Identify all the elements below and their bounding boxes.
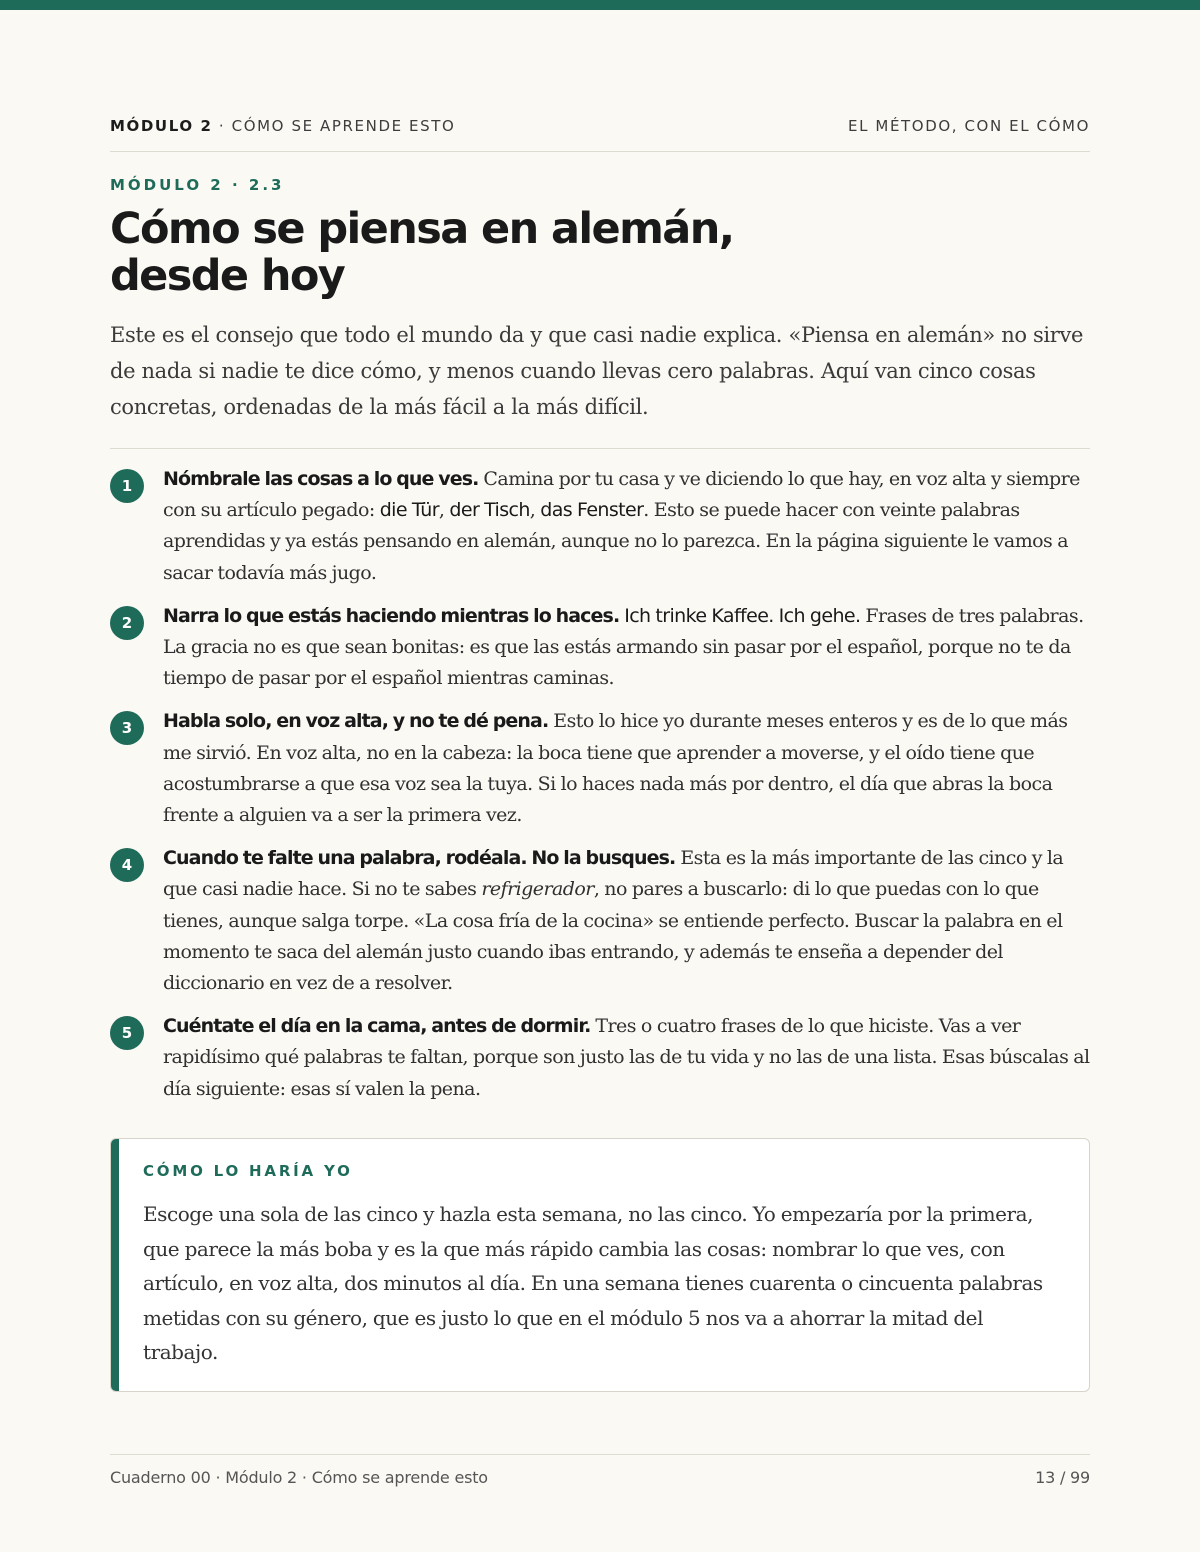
list-item: [110, 706, 1090, 831]
running-header: [110, 116, 1090, 136]
german-example: der Tisch: [449, 499, 530, 522]
step-body: . Esto se puede hacer con veinte palabras aprendidas y ya estás pensando en alemán, aunque no lo parezca. En la página siguiente le vamos a sacar todavía más jugo.: [163, 499, 1069, 584]
section-eyebrow: MÓDULO 2 · 2.3: [110, 176, 285, 194]
step-body: , no pares a buscarlo: di lo que puedas con lo que tienes, aunque salga torpe. «La cosa fría de la cocina» se entiende perfecto. Buscar la palabra en el momento te saca del alemán justo cuando ibas entrando, y además te enseña a depender del diccionario en vez de a resolver.: [163, 878, 1063, 995]
step-number-badge: 1: [110, 469, 144, 503]
list-item: [110, 1011, 1090, 1105]
step-body: Camina por tu casa y ve diciendo lo que hay, en voz alta y siempre con su artículo pegado:: [163, 468, 1080, 522]
step-lead: Habla solo, en voz alta, y no te dé pena.: [163, 710, 549, 733]
footer-divider: [110, 1454, 1090, 1455]
header-divider: [110, 151, 1090, 152]
step-text: [163, 601, 1090, 695]
top-accent-bar: [0, 0, 1200, 10]
separator: ,: [438, 499, 450, 522]
step-text: [163, 706, 1090, 831]
intro-divider: [110, 448, 1090, 449]
tip-callout: [110, 1138, 1090, 1392]
page-title-line-2: desde hoy: [110, 251, 345, 301]
page-number: 13 / 99: [1035, 1468, 1090, 1487]
list-item: [110, 601, 1090, 695]
separator: ,: [529, 499, 541, 522]
header-separator: ·: [212, 117, 232, 135]
step-number-badge: 5: [110, 1016, 144, 1050]
page-title-line-1: Cómo se piensa en alemán,: [110, 204, 734, 254]
step-lead: Cuéntate el día en la cama, antes de dormir.: [163, 1015, 591, 1038]
footer-title: Cuaderno 00 · Módulo 2 · Cómo se aprende esto: [110, 1468, 488, 1487]
step-number-badge: 3: [110, 711, 144, 745]
german-example: das Fenster: [540, 499, 644, 522]
german-example: die Tür: [379, 499, 439, 522]
callout-body: Escoge una sola de las cinco y hazla esta semana, no las cinco. Yo empezaría por la primera, que parece la más boba y es la que más rápido cambia las cosas: nombrar lo que ves, con artículo, en voz alta, dos minutos al día. En una semana tienes cuarenta o cincuenta palabras metidas con su género, que es justo lo que en el módulo 5 nos va a ahorrar la mitad del trabajo.: [143, 1202, 1043, 1364]
callout-label: CÓMO LO HARÍA YO: [143, 1162, 353, 1180]
intro-paragraph: Este es el consejo que todo el mundo da y que casi nadie explica. «Piensa en alemán» no sirve de nada si nadie te dice cómo, y menos cuando llevas cero palabras. Aquí van cinco cosas concretas, ordenadas de la más fácil a la más difícil.: [110, 323, 1084, 419]
callout-accent-bar: [111, 1139, 119, 1391]
step-text: [163, 843, 1090, 999]
emphasized-word: refrigerador: [481, 878, 594, 901]
list-item: [110, 843, 1090, 999]
module-label: MÓDULO 2: [110, 117, 213, 135]
step-lead: Narra lo que estás haciendo mientras lo haces.: [163, 604, 620, 627]
running-header-left: [110, 117, 455, 135]
steps-list: [110, 464, 1090, 1117]
list-item: [110, 464, 1090, 589]
step-body: Frases de tres palabras. La gracia no es que sean bonitas: es que las estás armando sin pasar por el español, porque no te da tiempo de pasar por el español mientras caminas.: [163, 604, 1084, 690]
step-number-badge: 4: [110, 848, 144, 882]
page-footer: [110, 1468, 1090, 1487]
page-title: [110, 206, 870, 300]
german-example: Ich trinke Kaffee. Ich gehe.: [619, 604, 861, 627]
running-header-right: EL MÉTODO, CON EL CÓMO: [848, 117, 1090, 135]
step-text: [163, 464, 1090, 589]
step-body: Esta es la más importante de las cinco y la que casi nadie hace. Si no te sabes: [163, 847, 1064, 901]
step-lead: Cuando te falte una palabra, rodéala. No la busques.: [163, 847, 676, 870]
step-text: [163, 1011, 1090, 1105]
step-body: Esto lo hice yo durante meses enteros y es de lo que más me sirvió. En voz alta, no en la cabeza: la boca tiene que aprender a moverse, y el oído tiene que acostumbrarse a que esa voz sea la tuya. Si lo haces nada más por dentro, el día que abras la boca frente a alguien va a ser la primera vez.: [163, 710, 1068, 827]
step-body: Tres o cuatro frases de lo que hiciste. Vas a ver rapidísimo qué palabras te faltan, porque son justo las de tu vida y no las de una lista. Esas búscalas al día siguiente: esas sí valen la pena.: [163, 1015, 1090, 1100]
section-label: CÓMO SE APRENDE ESTO: [231, 117, 456, 135]
step-lead: Nómbrale las cosas a lo que ves.: [163, 468, 479, 490]
step-number-badge: 2: [110, 606, 144, 640]
